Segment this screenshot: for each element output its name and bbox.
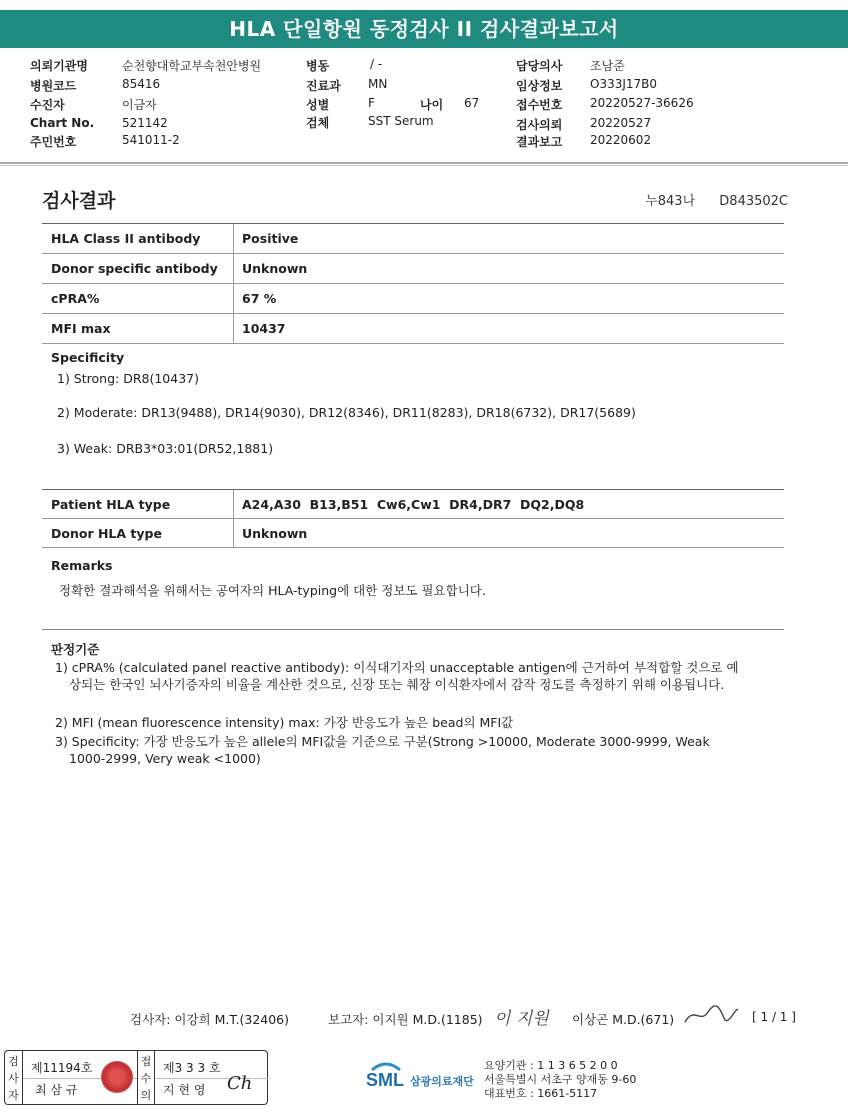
value-resident-no: 541011-2 xyxy=(122,133,180,147)
report-title: HLA 단일항원 동정검사 II 검사결과보고서 xyxy=(0,10,848,48)
result-key: cPRA% xyxy=(42,284,234,313)
value-receipt-no: 20220527-36626 xyxy=(590,96,694,110)
label-receiver: 접수의 xyxy=(137,1051,155,1104)
criteria-item: 3) Specificity: 가장 반응도가 높은 allele의 MFI값을 기준으로 구분(Strong >10000, Moderate 3000-9999, Weak 1000-2999, Very weak <1000) xyxy=(55,734,710,766)
label-patient: 수진자 xyxy=(30,98,65,112)
hla-table xyxy=(42,489,784,548)
label-tester: 검사자 xyxy=(5,1051,23,1104)
result-value: 10437 xyxy=(242,321,286,336)
result-row xyxy=(42,254,784,284)
results-table xyxy=(42,223,784,344)
hla-row xyxy=(42,490,784,519)
label-specimen: 검체 xyxy=(306,116,330,130)
result-key: Donor specific antibody xyxy=(42,254,234,283)
criteria-title: 판정기준 xyxy=(51,642,100,657)
value-age: 67 xyxy=(464,96,480,110)
code-1: 누843나 xyxy=(645,194,696,209)
code-2: D843502C xyxy=(719,194,788,209)
label-age: 나이 xyxy=(420,98,444,112)
specificity-item: 3) Weak: DRB3*03:01(DR52,1881) xyxy=(57,441,274,456)
label-request-date: 검사의뢰 xyxy=(516,118,563,132)
sml-logo-icon xyxy=(366,1060,482,1092)
receiver-license-no: 제3 3 3 호 xyxy=(163,1061,221,1075)
result-row xyxy=(42,224,784,254)
label-hospital-code: 병원코드 xyxy=(30,79,77,93)
logo-text: SML xyxy=(366,1070,404,1090)
approver-signature: 이상곤 M.D.(671) xyxy=(572,1012,675,1027)
value-hospital-code: 85416 xyxy=(122,77,161,91)
result-row xyxy=(42,284,784,314)
value-doctor: 조남준 xyxy=(590,59,625,73)
receiver-handwritten-sign: Ch xyxy=(227,1073,253,1094)
sml-logo xyxy=(366,1060,482,1095)
hla-value: Unknown xyxy=(242,525,308,541)
label-report-date: 결과보고 xyxy=(516,135,563,149)
receiver-name: 지 현 영 xyxy=(163,1083,206,1097)
institution-info xyxy=(484,1059,636,1101)
value-sex: F xyxy=(368,96,375,110)
result-value: Positive xyxy=(242,231,299,246)
seal-icon xyxy=(101,1061,133,1093)
label-resident-no: 주민번호 xyxy=(30,135,77,149)
label-sex: 성별 xyxy=(306,98,330,112)
result-value: 67 % xyxy=(242,291,277,306)
info-line: 대표번호 : 1661-5117 xyxy=(484,1087,598,1100)
label-chart-no: Chart No. xyxy=(30,116,95,130)
remarks-divider xyxy=(42,629,784,630)
remarks-text: 정확한 결과해석을 위해서는 공여자의 HLA-typing에 대한 정보도 필요합니다. xyxy=(59,583,486,598)
label-clinical-info: 임상정보 xyxy=(516,79,563,93)
section-title: 검사결과 xyxy=(42,190,116,212)
value-request-date: 20220527 xyxy=(590,116,652,130)
hla-value: A24,A30 B13,B51 Cw6,Cw1 DR4,DR7 DQ2,DQ8 xyxy=(242,496,585,512)
criteria-item: 1) cPRA% (calculated panel reactive antibody): 이식대기자의 unacceptable antigen에 근거하여 부적합할 것으로 예상되는 한국인 뇌사기증자의 비율을 계산한 것으로, 신장 또는 췌장 이식환자에서 감작 정도를 측정하기 위해 이용됩니다. xyxy=(55,660,739,692)
label-receipt-no: 접수번호 xyxy=(516,98,563,112)
reporter-handwritten-sign: 이 지원 xyxy=(494,1009,549,1029)
value-specimen: SST Serum xyxy=(368,114,434,128)
criteria-item: 2) MFI (mean fluorescence intensity) max: 가장 반응도가 높은 bead의 MFI값 xyxy=(55,715,514,730)
value-clinical-info: O333J17B0 xyxy=(590,77,658,91)
value-report-date: 20220602 xyxy=(590,133,652,147)
tester-name: 최 삼 규 xyxy=(35,1083,78,1097)
label-department: 진료과 xyxy=(306,79,341,93)
reporter-signature: 보고자: 이지원 M.D.(1185) xyxy=(328,1012,483,1027)
report-codes xyxy=(625,190,788,209)
patient-header xyxy=(0,52,848,156)
specificity-item: 1) Strong: DR8(10437) xyxy=(57,371,199,386)
tester-signature: 검사자: 이강희 M.T.(32406) xyxy=(130,1012,290,1027)
hla-key: Donor HLA type xyxy=(42,519,234,547)
result-key: MFI max xyxy=(42,314,234,343)
info-line: 서울특별시 서초구 양재동 9-60 xyxy=(484,1073,637,1086)
value-department: MN xyxy=(368,77,388,91)
hla-key: Patient HLA type xyxy=(42,490,234,518)
specificity-title: Specificity xyxy=(51,350,125,365)
result-key: HLA Class II antibody xyxy=(42,224,234,253)
logo-subtext: 삼광의료재단 xyxy=(410,1075,474,1088)
label-doctor: 담당의사 xyxy=(516,59,563,73)
approver-sign-icon xyxy=(682,1002,740,1028)
result-row xyxy=(42,314,784,344)
header-divider xyxy=(0,162,848,166)
label-ward: 병동 xyxy=(306,59,330,73)
hla-row xyxy=(42,519,784,548)
value-patient: 이금자 xyxy=(122,98,157,112)
info-line: 요양기관 : 1 1 3 6 5 2 0 0 xyxy=(484,1059,618,1072)
value-institution: 순천향대학교부속천안병원 xyxy=(122,59,262,73)
page-number: [ 1 / 1 ] xyxy=(752,1010,796,1024)
tester-license-no: 제11194호 xyxy=(31,1061,93,1075)
remarks-title: Remarks xyxy=(51,558,113,573)
value-ward: / - xyxy=(370,57,383,71)
signature-box xyxy=(4,1050,268,1105)
label-institution: 의뢰기관명 xyxy=(30,59,88,73)
value-chart-no: 521142 xyxy=(122,116,168,130)
result-value: Unknown xyxy=(242,261,308,276)
specificity-item: 2) Moderate: DR13(9488), DR14(9030), DR12(8346), DR11(8283), DR18(6732), DR17(5689) xyxy=(57,405,636,420)
